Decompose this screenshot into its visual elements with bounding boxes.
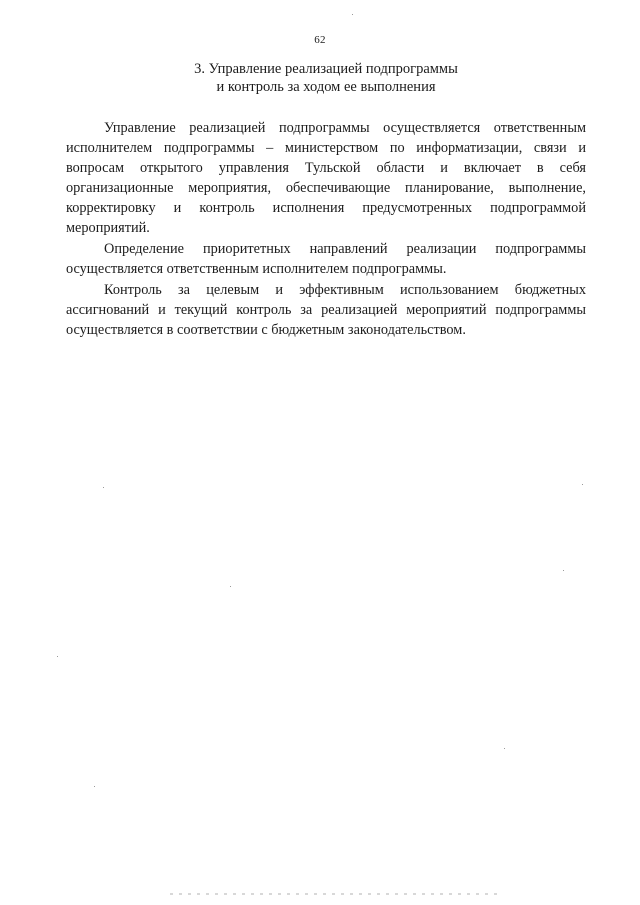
scan-speck [103,487,104,488]
scan-speck [352,14,353,15]
scan-speck [57,656,58,657]
section-heading-line-1: 3. Управление реализацией подпрограммы [194,61,458,77]
scan-speck [504,748,505,749]
page-number: 62 [314,34,326,46]
paragraph-control: Контроль за целевым и эффективным использованием бюджетных ассигнований и текущий контроль за реализацией мероприятий подпрограммы осуществляется в соответствии с бюджетным законодательством. [66,282,586,338]
section-heading [66,60,586,96]
scan-speck [230,586,231,587]
section-body [66,118,586,340]
paragraph-priorities: Определение приоритетных направлений реализации подпрограммы осуществляется ответственным исполнителем подпрограммы. [66,241,586,277]
scan-speck [563,570,564,571]
paragraph-management: Управление реализацией подпрограммы осуществляется ответственным исполнителем подпрограммы – министерством по информатизации, связи и вопросам открытого управления Тульской области и включает в себя организационные мероприятия, обеспечивающие планирование, выполнение, корректировку и контроль исполнения предусмотренных подпрограммой мероприятий. [66,120,586,236]
section-heading-line-2: и контроль за ходом ее выполнения [216,79,436,95]
scan-speck [94,786,95,787]
scan-speck [582,484,583,485]
scan-edge-noise [170,893,500,895]
